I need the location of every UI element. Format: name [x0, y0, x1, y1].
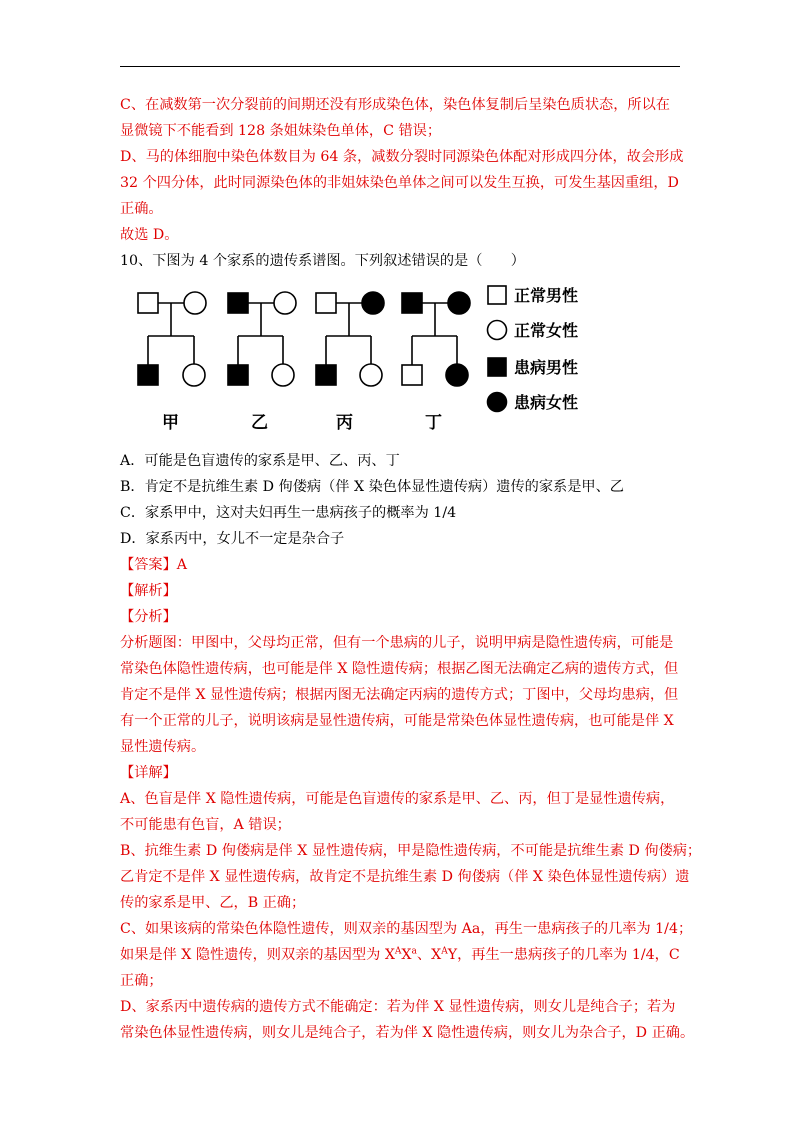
- family-label: 丙: [336, 413, 353, 433]
- option-d: D．家系丙中，女儿不一定是杂合子: [120, 531, 345, 547]
- detail-a-line: 不可能患有色盲，A 错误；: [120, 817, 291, 833]
- family-label: 丁: [425, 413, 442, 433]
- family-bing: [316, 292, 384, 386]
- fenxi-line: 显性遗传病。: [120, 739, 206, 755]
- answer-section: [120, 552, 702, 1046]
- pedigree-diagram: [120, 278, 600, 438]
- family-ding: [402, 292, 470, 386]
- legend-label: 正常男性: [514, 286, 579, 305]
- detail-b-line: 乙肯定不是伴 X 显性遗传病，故肯定不是抗维生素 D 佝偻病（伴 X 染色体显性遗传病）遗: [120, 869, 690, 885]
- superscript: a: [411, 946, 417, 957]
- fenxi-line: 常染色体隐性遗传病，也可能是伴 X 隐性遗传病；根据乙图无法确定乙病的遗传方式，但: [120, 661, 679, 677]
- detail-c-text: X: [401, 947, 412, 963]
- fenxi-line: 肯定不是伴 X 显性遗传病；根据丙图无法确定丙病的遗传方式；丁图中，父母均患病，但: [120, 687, 679, 703]
- superscript: A: [394, 946, 402, 957]
- family-yi: [228, 292, 296, 386]
- option-b: B．肯定不是抗维生素 D 佝偻病（伴 X 染色体显性遗传病）遗传的家系是甲、乙: [120, 479, 624, 495]
- detail-d-line: D、家系丙中遗传病的遗传方式不能确定：若为伴 X 显性遗传病，则女儿是纯合子；若为: [120, 999, 676, 1015]
- option-c-explanation-line: C、在减数第一次分裂前的间期还没有形成染色体，染色体复制后呈染色质状态，所以在: [120, 97, 670, 113]
- option-c-explanation-line: 显微镜下不能看到 128 条姐妹染色单体，C 错误；: [120, 123, 442, 139]
- header-rule: [120, 66, 680, 67]
- conclusion: 故选 D。: [120, 227, 179, 243]
- detail-c-line: 正确；: [120, 973, 163, 989]
- detail-c-text: 如果是伴 X 隐性遗传，则双亲的基因型为 X: [120, 947, 395, 963]
- fenxi-tag: 【分析】: [120, 609, 177, 625]
- analysis-tag: 【解析】: [120, 583, 177, 599]
- detail-c-text: 、X: [416, 947, 442, 963]
- question-text: 10、下图为 4 个家系的遗传系谱图。下列叙述错误的是（ ）: [120, 253, 525, 269]
- legend-label: 患病女性: [514, 393, 579, 412]
- legend-label: 正常女性: [514, 321, 579, 340]
- detail-c-text: Y，再生一患病孩子的几率为 1/4，C: [447, 947, 680, 963]
- detail-b-line: B、抗维生素 D 佝偻病是伴 X 显性遗传病，甲是隐性遗传病，不可能是抗维生素 D 佝偻病；: [120, 843, 702, 859]
- family-label: 甲: [162, 413, 179, 433]
- answer-tag: 【答案】A: [120, 557, 187, 573]
- option-c: C．家系甲中，这对夫妇再生一患病孩子的概率为 1/4: [120, 505, 457, 521]
- detail-d-line: 常染色体显性遗传病，则女儿是纯合子，若为伴 X 隐性遗传病，则女儿为杂合子，D 正确。: [120, 1025, 695, 1041]
- question-stem: [120, 248, 690, 274]
- legend: [488, 286, 579, 412]
- legend-label: 患病男性: [514, 358, 579, 377]
- option-a: A．可能是色盲遗传的家系是甲、乙、丙、丁: [120, 453, 400, 469]
- detail-c-line: C、如果该病的常染色体隐性遗传，则双亲的基因型为 Aa，再生一患病孩子的几率为 1/4；: [120, 921, 693, 937]
- option-d-explanation-line: 正确。: [120, 201, 163, 217]
- fenxi-line: 分析题图：甲图中，父母均正常，但有一个患病的儿子，说明甲病是隐性遗传病，可能是: [120, 635, 674, 651]
- option-d-explanation-line: D、马的体细胞中染色体数目为 64 条，减数分裂时同源染色体配对形成四分体，故会形成: [120, 149, 684, 165]
- previous-answer: [120, 92, 690, 248]
- detail-tag: 【详解】: [120, 765, 177, 781]
- fenxi-line: 有一个正常的儿子，说明该病是显性遗传病，可能是常染色体显性遗传病，也可能是伴 X: [120, 713, 674, 729]
- superscript: A: [441, 946, 448, 957]
- detail-b-line: 传的家系是甲、乙，B 正确；: [120, 895, 306, 911]
- family-jia: [138, 292, 206, 386]
- family-label: 乙: [251, 413, 268, 433]
- detail-a-line: A、色盲是伴 X 隐性遗传病，可能是色盲遗传的家系是甲、乙、丙，但丁是显性遗传病，: [120, 791, 675, 807]
- option-d-explanation-line: 32 个四分体，此时同源染色体的非姐妹染色单体之间可以发生互换，可发生基因重组，D: [120, 175, 679, 191]
- options: [120, 448, 690, 552]
- detail-c-line: [120, 942, 690, 968]
